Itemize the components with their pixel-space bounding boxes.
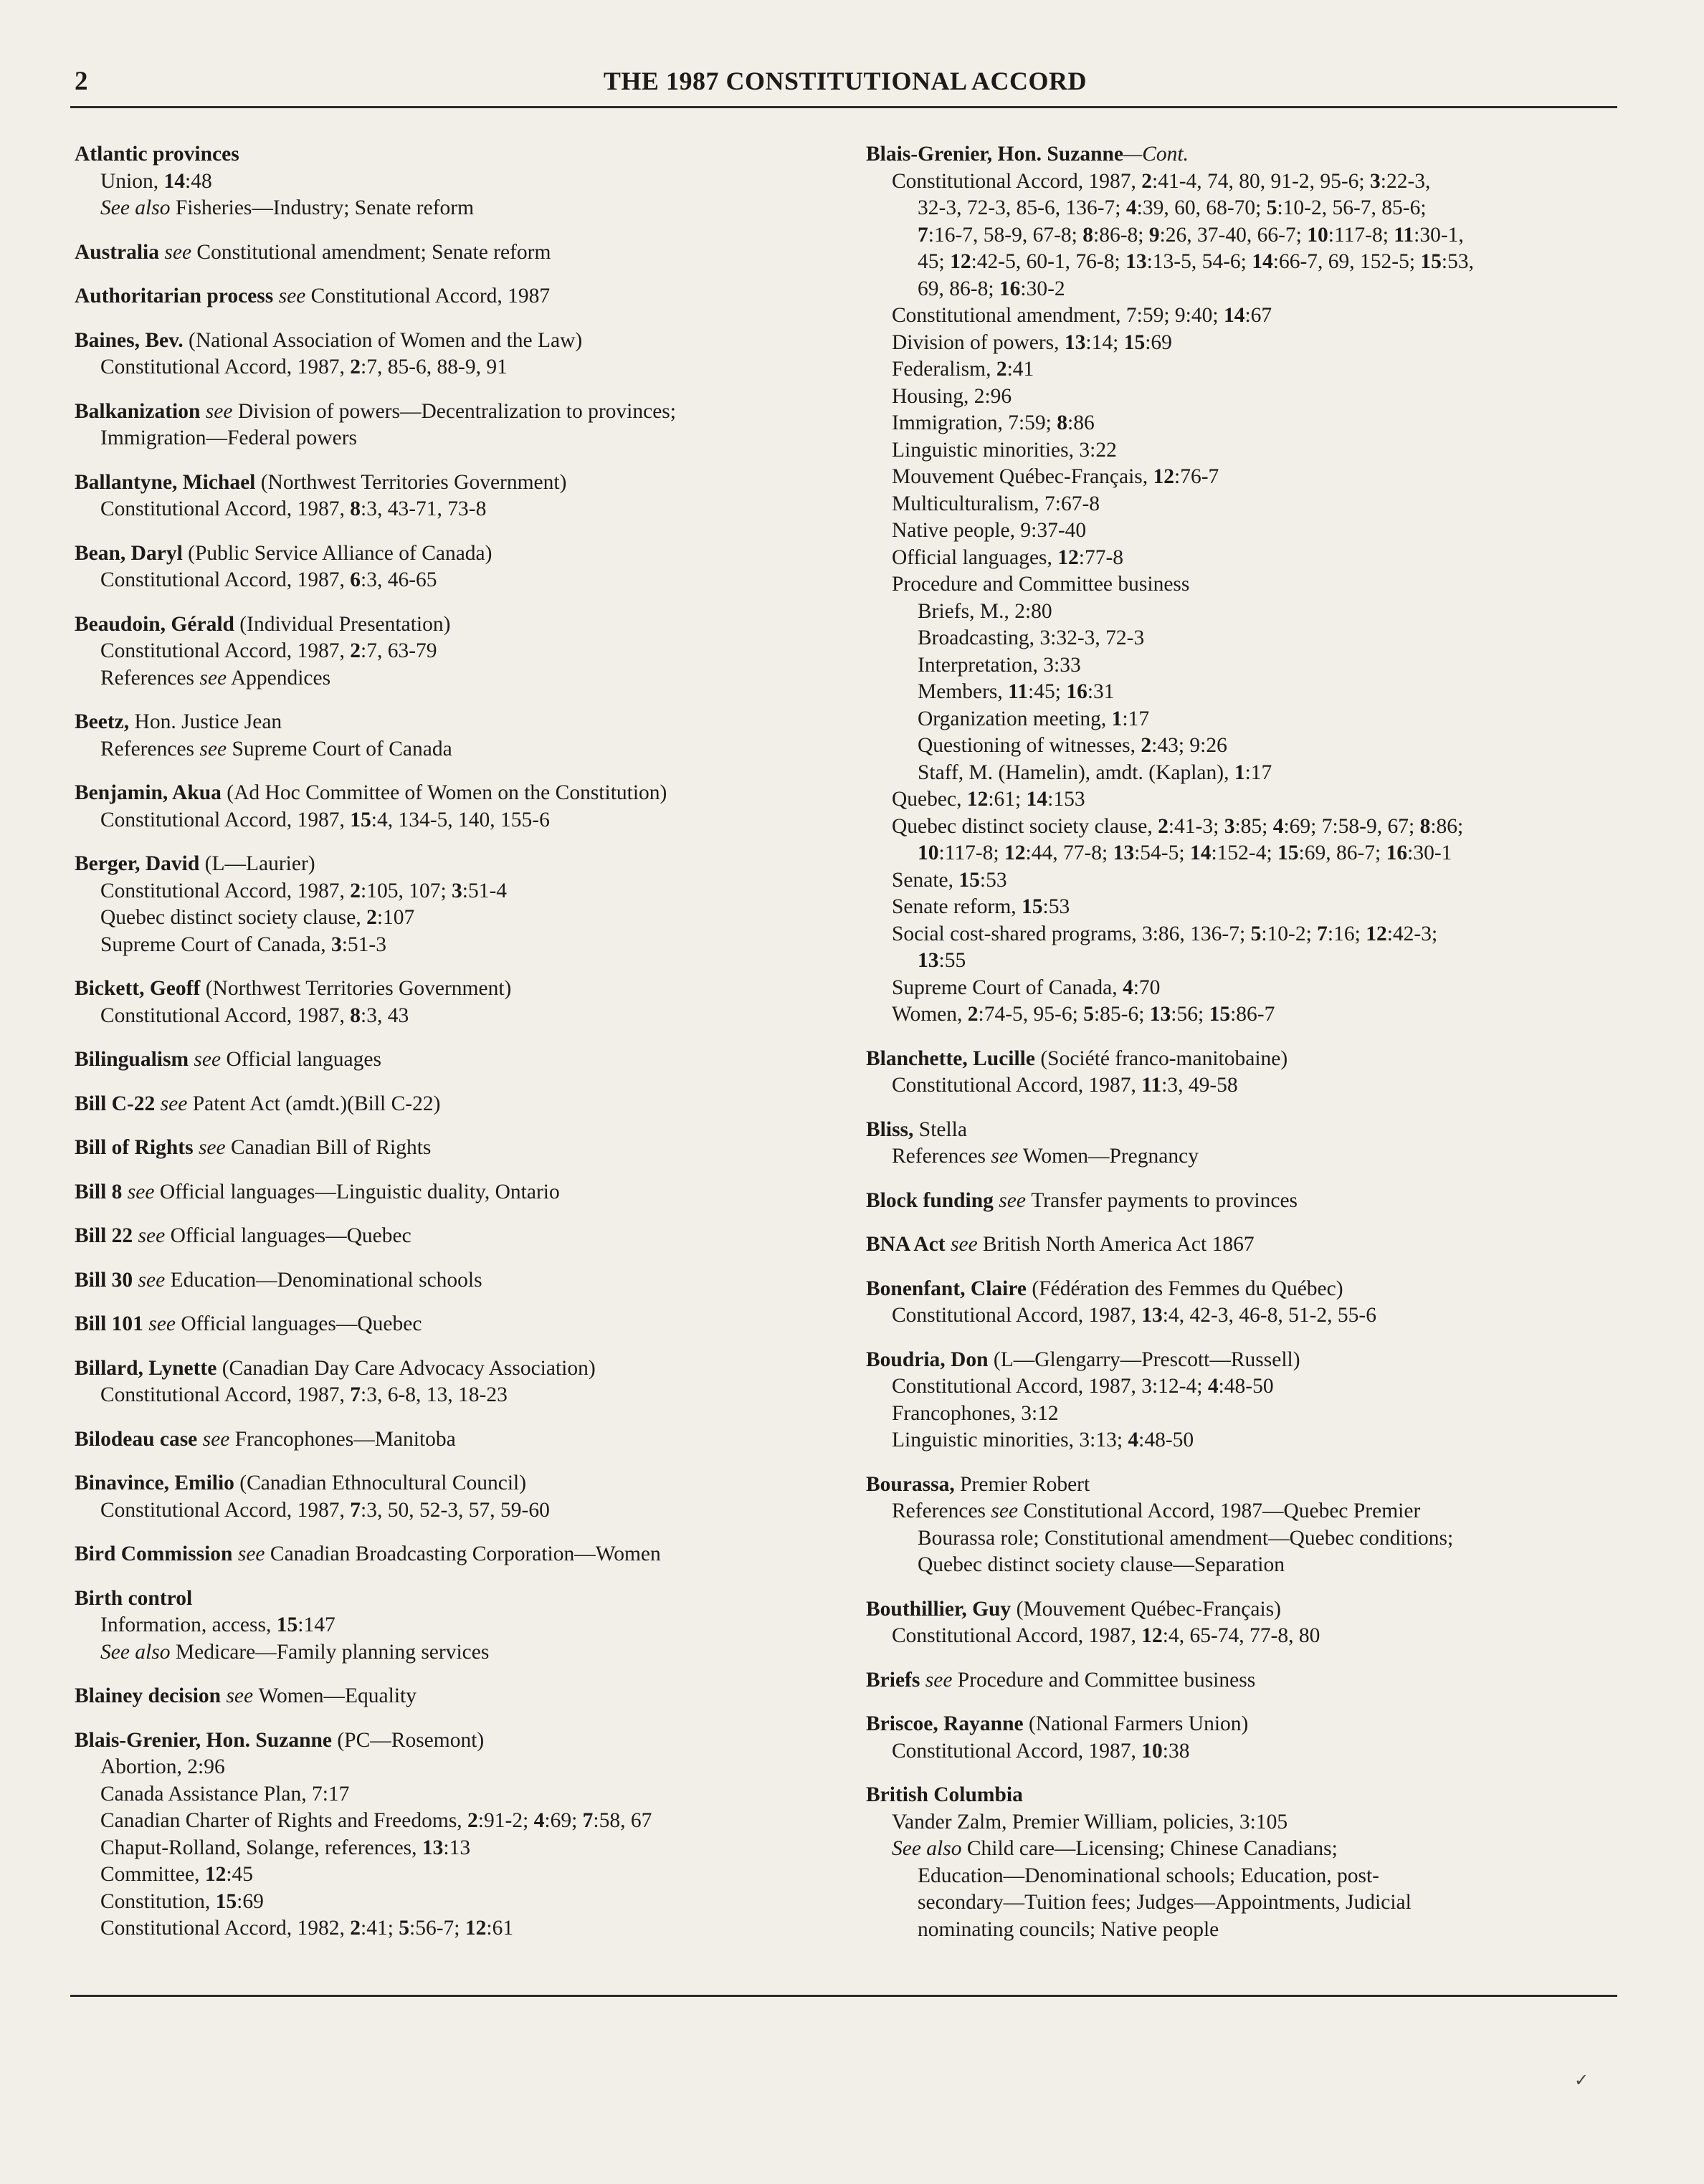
index-entry-bill-c22: Bill C-22 see Patent Act (amdt.)(Bill C-22) — [75, 1092, 441, 1115]
subentry-continuation: Quebec distinct society clause—Separation — [918, 1553, 1285, 1576]
sub-subentry: Organization meeting, 1:17 — [918, 707, 1150, 730]
page-title: THE 1987 CONSTITUTIONAL ACCORD — [603, 67, 1087, 95]
index-entry-briscoe: Briscoe, Rayanne (National Farmers Union) Constitutional Accord, 1987, 10:38 — [866, 1711, 1626, 1765]
index-entry-bill-101: Bill 101 see Official languages—Quebec — [75, 1312, 422, 1335]
subentry: Constitutional Accord, 1987, 6:3, 46-65 — [100, 568, 437, 591]
subentry-continuation: Education—Denominational schools; Education, post- — [918, 1864, 1379, 1887]
index-entry-benjamin: Benjamin, Akua (Ad Hoc Committee of Women on the Constitution) Constitutional Accord, 1987, 15:4, 134-5, 140, 155-6 — [75, 780, 845, 834]
subentry: Social cost-shared programs, 3:86, 136-7; 5:10-2; 7:16; 12:42-3; — [892, 922, 1438, 945]
subentry: Quebec distinct society clause, 2:41-3; 3:85; 4:69; 7:58-9, 67; 8:86; — [892, 814, 1464, 838]
subentry: Constitutional Accord, 1987, 7:3, 6-8, 13, 18-23 — [100, 1383, 508, 1406]
index-entry-blanchette: Blanchette, Lucille (Société franco-manitobaine) Constitutional Accord, 1987, 11:3, 49-58 — [866, 1046, 1626, 1100]
subentry: Constitutional Accord, 1987, 13:4, 42-3, 46-8, 51-2, 55-6 — [892, 1304, 1376, 1327]
index-entry-beaudoin: Beaudoin, Gérald (Individual Presentation) Constitutional Accord, 1987, 2:7, 63-79 References see Appendices — [75, 611, 845, 692]
index-entry-authoritarian-process: Authoritarian process see Constitutional Accord, 1987 — [75, 285, 551, 307]
subentry-continuation: 69, 86-8; 16:30-2 — [918, 277, 1065, 300]
subentry: Francophones, 3:12 — [892, 1401, 1059, 1425]
subentry: Official languages, 12:77-8 — [892, 545, 1124, 569]
sub-subentry: Members, 11:45; 16:31 — [918, 680, 1115, 703]
subentry: Constitutional Accord, 1987, 10:38 — [892, 1739, 1190, 1763]
index-entry-blainey-decision: Blainey decision see Women—Equality — [75, 1684, 417, 1707]
index-entry-bill-22: Bill 22 see Official languages—Quebec — [75, 1224, 411, 1247]
index-entry-birth-control: Birth control Information, access, 15:147 See also Medicare—Family planning services — [75, 1585, 845, 1666]
index-entry-bouthillier: Bouthillier, Guy (Mouvement Québec-Français) Constitutional Accord, 1987, 12:4, 65-74, 77-8, 80 — [866, 1596, 1626, 1650]
left-column — [75, 141, 845, 1960]
sub-subentry: Briefs, M., 2:80 — [918, 599, 1052, 623]
subentry-continuation: 45; 12:42-5, 60-1, 76-8; 13:13-5, 54-6; 14:66-7, 69, 152-5; 15:53, — [918, 250, 1474, 273]
index-entry-bilodeau: Bilodeau case see Francophones—Manitoba — [75, 1427, 456, 1451]
subentry: References see Women—Pregnancy — [892, 1145, 1199, 1168]
subentry-continuation: 7:16-7, 58-9, 67-8; 8:86-8; 9:26, 37-40, 66-7; 10:117-8; 11:30-1, — [918, 223, 1464, 247]
running-header — [75, 66, 1616, 109]
subentry: Information, access, 15:147 — [100, 1613, 335, 1636]
index-entry-bean: Bean, Daryl (Public Service Alliance of Canada) Constitutional Accord, 1987, 6:3, 46-65 — [75, 540, 845, 594]
subentry: Constitutional Accord, 1987, 15:4, 134-5, 140, 155-6 — [100, 808, 550, 831]
index-entry-bird-commission: Bird Commission see Canadian Broadcasting Corporation—Women — [75, 1542, 661, 1565]
pencil-mark: ✓ — [1574, 2071, 1589, 2090]
subentry: Multiculturalism, 7:67-8 — [892, 492, 1100, 515]
subentry: Division of powers, 13:14; 15:69 — [892, 330, 1172, 354]
sub-subentry: Interpretation, 3:33 — [918, 653, 1081, 677]
see-also-reference: See also Child care—Licensing; Chinese Canadians; — [892, 1837, 1338, 1860]
index-entry-bilingualism: Bilingualism see Official languages — [75, 1048, 381, 1071]
subentry: Linguistic minorities, 3:13; 4:48-50 — [892, 1429, 1194, 1451]
see-also-reference: See also Fisheries—Industry; Senate reform — [100, 196, 475, 219]
subentry: Federalism, 2:41 — [892, 358, 1034, 381]
index-entry-billard: Billard, Lynette (Canadian Day Care Advocacy Association) Constitutional Accord, 1987, 7:3, 6-8, 13, 18-23 — [75, 1355, 845, 1409]
subentry: Committee, 12:45 — [100, 1863, 254, 1886]
subentry-continuation: Bourassa role; Constitutional amendment—Quebec conditions; — [918, 1526, 1454, 1550]
sub-subentry: Broadcasting, 3:32-3, 72-3 — [918, 626, 1145, 649]
subentry-continuation: 32-3, 72-3, 85-6, 136-7; 4:39, 60, 68-70; 5:10-2, 56-7, 85-6; — [918, 196, 1427, 219]
subentry: Constitutional Accord, 1987, 2:105, 107; 3:51-4 — [100, 879, 508, 902]
subentry: Supreme Court of Canada, 3:51-3 — [100, 933, 386, 956]
index-entry-australia: Australia see Constitutional amendment; Senate reform — [75, 240, 551, 264]
subentry: Women, 2:74-5, 95-6; 5:85-6; 13:56; 15:86-7 — [892, 1003, 1275, 1026]
subentry: Constitutional Accord, 1982, 2:41; 5:56-7; 12:61 — [100, 1917, 514, 1940]
index-entry-block-funding: Block funding see Transfer payments to provinces — [866, 1188, 1298, 1212]
see-also-reference: See also Medicare—Family planning services — [100, 1640, 490, 1664]
subentry: Vander Zalm, Premier William, policies, 3:105 — [892, 1810, 1288, 1833]
subentry-continuation: secondary—Tuition fees; Judges—Appointments, Judicial — [918, 1891, 1412, 1914]
subentry: Constitution, 15:69 — [100, 1889, 264, 1913]
subentry: Housing, 2:96 — [892, 384, 1012, 408]
subentry: Constitutional Accord, 1987, 3:12-4; 4:48-50 — [892, 1375, 1274, 1398]
subentry: Linguistic minorities, 3:22 — [892, 438, 1117, 462]
page-number: 2 — [75, 67, 88, 96]
subentry: Immigration, 7:59; 8:86 — [892, 411, 1095, 434]
subentry: Quebec, 12:61; 14:153 — [892, 788, 1085, 811]
index-entry-bonenfant: Bonenfant, Claire (Fédération des Femmes du Québec) Constitutional Accord, 1987, 13:4, 42-3, 46-8, 51-2, 55-6 — [866, 1276, 1626, 1330]
subentry: Immigration—Federal powers — [100, 426, 358, 449]
subentry: Constitutional Accord, 1987, 8:3, 43 — [100, 1003, 409, 1027]
subentry: References see Constitutional Accord, 1987—Quebec Premier — [892, 1499, 1421, 1522]
subentry: Quebec distinct society clause, 2:107 — [100, 906, 415, 929]
index-entry-bill-of-rights: Bill of Rights see Canadian Bill of Rights — [75, 1136, 432, 1159]
subentry-continuation: nominating councils; Native people — [918, 1917, 1219, 1941]
sub-subentry: Staff, M. (Hamelin), amdt. (Kaplan), 1:17 — [918, 760, 1272, 784]
subentry: Native people, 9:37-40 — [892, 519, 1087, 542]
index-entry-bna-act: BNA Act see British North America Act 1867 — [866, 1233, 1255, 1256]
entry-heading: Atlantic provinces — [75, 143, 239, 166]
index-entry-bourassa: Bourassa, Premier Robert References see Constitutional Accord, 1987—Quebec Premier Bourassa role; Constitutional amendment—Quebec conditions; Quebec distinct society clause—Separation — [866, 1472, 1626, 1579]
subentry: Constitutional amendment, 7:59; 9:40; 14:67 — [892, 304, 1272, 327]
sub-subentry: Questioning of witnesses, 2:43; 9:26 — [918, 734, 1227, 757]
subentry: Chaput-Rolland, Solange, references, 13:13 — [100, 1836, 471, 1859]
subentry: Mouvement Québec-Français, 12:76-7 — [892, 465, 1219, 488]
subentry: Abortion, 2:96 — [100, 1755, 225, 1778]
index-entry-binavince: Binavince, Emilio (Canadian Ethnocultural Council) Constitutional Accord, 1987, 7:3, 50, 52-3, 57, 59-60 — [75, 1470, 845, 1524]
index-entry-boudria: Boudria, Don (L—Glengarry—Prescott—Russell) Constitutional Accord, 1987, 3:12-4; 4:48-50 Francophones, 3:12 Linguistic minorities, 3:13; 4:48-50 — [866, 1347, 1626, 1454]
index-entry-blais-grenier-cont: Blais-Grenier, Hon. Suzanne—Cont. Constitutional Accord, 1987, 2:41-4, 74, 80, 91-2, 95-6; 3:22-3, 32-3, 72-3, 85-6, 136-7; 4:39, 60, 68-70; 5:10-2, 56-7, 85-6; 7:16-7, 58-9, 67-8; 8:86-8; 9:26, 37-40, 66-7; 10:117-8; 11:30-1, 45; 12:42-5, 60-1, 76-8; 13:13-5, 54-6; 14:66-7, 69, 152-5; 15:53, 69, 86-8; 16:30-2 Constitutional amendment, 7:59; 9:40; 14:67 Division of powers, 13:14; 15:69 Federalism, 2:41 Housing, 2:96 Immigration, 7:59; 8:86 Linguistic minorities, 3:22 Mouvement Québec-Français, 12:76-7 Multiculturalism, 7:67-8 Native people, 9:37-40 Official languages, 12:77-8 Procedure and Committee business Briefs, M., 2:80 Broadcasting, 3:32-3, 72-3 Interpretation, 3:33 Members, 11:45; 16:31 Organization meeting, 1:17 Questioning of witnesses, 2:43; 9:26 Staff, M. (Hamelin), amdt. (Kaplan), 1:17 Quebec, 12:61; 14:153 Quebec distinct society clause, 2:41-3; 3:85; 4:69; 7:58-9, 67; 8:86; 10:117-8; 12:44, 77-8; 13:54-5; 14:152-4; 15:69, 86-7; 16:30-1 Senate, 15:53 Senate reform, 15:53 Social cost-shared programs, 3:86, 136-7; 5:10-2; 7:16; 12:42-3; 13:55 Supreme Court of Canada, 4:70 Women, 2:74-5, 95-6; 5:85-6; 13:56; 15:86-7 — [866, 141, 1626, 1029]
subentry: Procedure and Committee business — [892, 573, 1190, 596]
subentry: Canadian Charter of Rights and Freedoms, 2:91-2; 4:69; 7:58, 67 — [100, 1809, 652, 1832]
index-entry-atlantic-provinces — [75, 141, 845, 222]
subentry: Canada Assistance Plan, 7:17 — [100, 1782, 350, 1806]
footer-rule — [70, 1995, 1617, 1997]
subentry: References see Supreme Court of Canada — [100, 737, 452, 760]
subentry: Constitutional Accord, 1987, 2:7, 63-79 — [100, 639, 437, 662]
subentry: Constitutional Accord, 1987, 11:3, 49-58 — [892, 1074, 1238, 1097]
subentry: Supreme Court of Canada, 4:70 — [892, 976, 1161, 999]
subentry: References see Appendices — [100, 666, 331, 690]
subentry-continuation: 13:55 — [918, 949, 966, 972]
subentry: Constitutional Accord, 1987, 12:4, 65-74, 77-8, 80 — [892, 1624, 1320, 1647]
index-entry-briefs: Briefs see Procedure and Committee business — [866, 1668, 1256, 1692]
index-entry-balkanization: Balkanization see Division of powers—Decentralization to provinces; Immigration—Federal powers — [75, 399, 845, 452]
subentry: Union, 14:48 — [100, 169, 212, 193]
subentry: Constitutional Accord, 1987, 7:3, 50, 52-3, 57, 59-60 — [100, 1498, 550, 1522]
index-entry-bickett: Bickett, Geoff (Northwest Territories Government) Constitutional Accord, 1987, 8:3, 43 — [75, 976, 845, 1029]
index-entry-baines: Baines, Bev. (National Association of Women and the Law) Constitutional Accord, 1987, 2:7, 85-6, 88-9, 91 — [75, 328, 845, 381]
subentry: Senate, 15:53 — [892, 868, 1007, 892]
subentry-continuation: 10:117-8; 12:44, 77-8; 13:54-5; 14:152-4; 15:69, 86-7; 16:30-1 — [918, 841, 1452, 864]
index-entry-bill-8: Bill 8 see Official languages—Linguistic duality, Ontario — [75, 1180, 560, 1203]
subentry: Constitutional Accord, 1987, 2:7, 85-6, 88-9, 91 — [100, 356, 508, 378]
subentry: Constitutional Accord, 1987, 2:41-4, 74, 80, 91-2, 95-6; 3:22-3, — [892, 169, 1431, 193]
index-entry-british-columbia: British Columbia Vander Zalm, Premier William, policies, 3:105 See also Child care—Licensing; Chinese Canadians; Education—Denominational schools; Education, post- secondary—Tuition fees; Judges—Appointments, Judicial nominating councils; Native people — [866, 1782, 1626, 1943]
subentry: Constitutional Accord, 1987, 8:3, 43-71, 73-8 — [100, 497, 487, 520]
right-column — [866, 141, 1626, 1960]
subentry: Senate reform, 15:53 — [892, 895, 1070, 918]
index-entry-ballantyne: Ballantyne, Michael (Northwest Territories Government) Constitutional Accord, 1987, 8:3, 43-71, 73-8 — [75, 469, 845, 523]
index-entry-blais-grenier: Blais-Grenier, Hon. Suzanne (PC—Rosemont) Abortion, 2:96 Canada Assistance Plan, 7:17 Canadian Charter of Rights and Freedoms, 2:91-2; 4:69; 7:58, 67 Chaput-Rolland, Solange, references, 13:13 Committee, 12:45 Constitution, 15:69 Constitutional Accord, 1982, 2:41; 5:56-7; 12:61 — [75, 1727, 845, 1942]
index-entry-berger: Berger, David (L—Laurier) Constitutional Accord, 1987, 2:105, 107; 3:51-4 Quebec distinct society clause, 2:107 Supreme Court of Canada, 3:51-3 — [75, 851, 845, 958]
index-entry-bill-30: Bill 30 see Education—Denominational schools — [75, 1268, 482, 1292]
index-entry-bliss: Bliss, Stella References see Women—Pregnancy — [866, 1117, 1626, 1170]
index-entry-beetz: Beetz, Hon. Justice Jean References see Supreme Court of Canada — [75, 709, 845, 763]
header-rule — [70, 106, 1617, 108]
